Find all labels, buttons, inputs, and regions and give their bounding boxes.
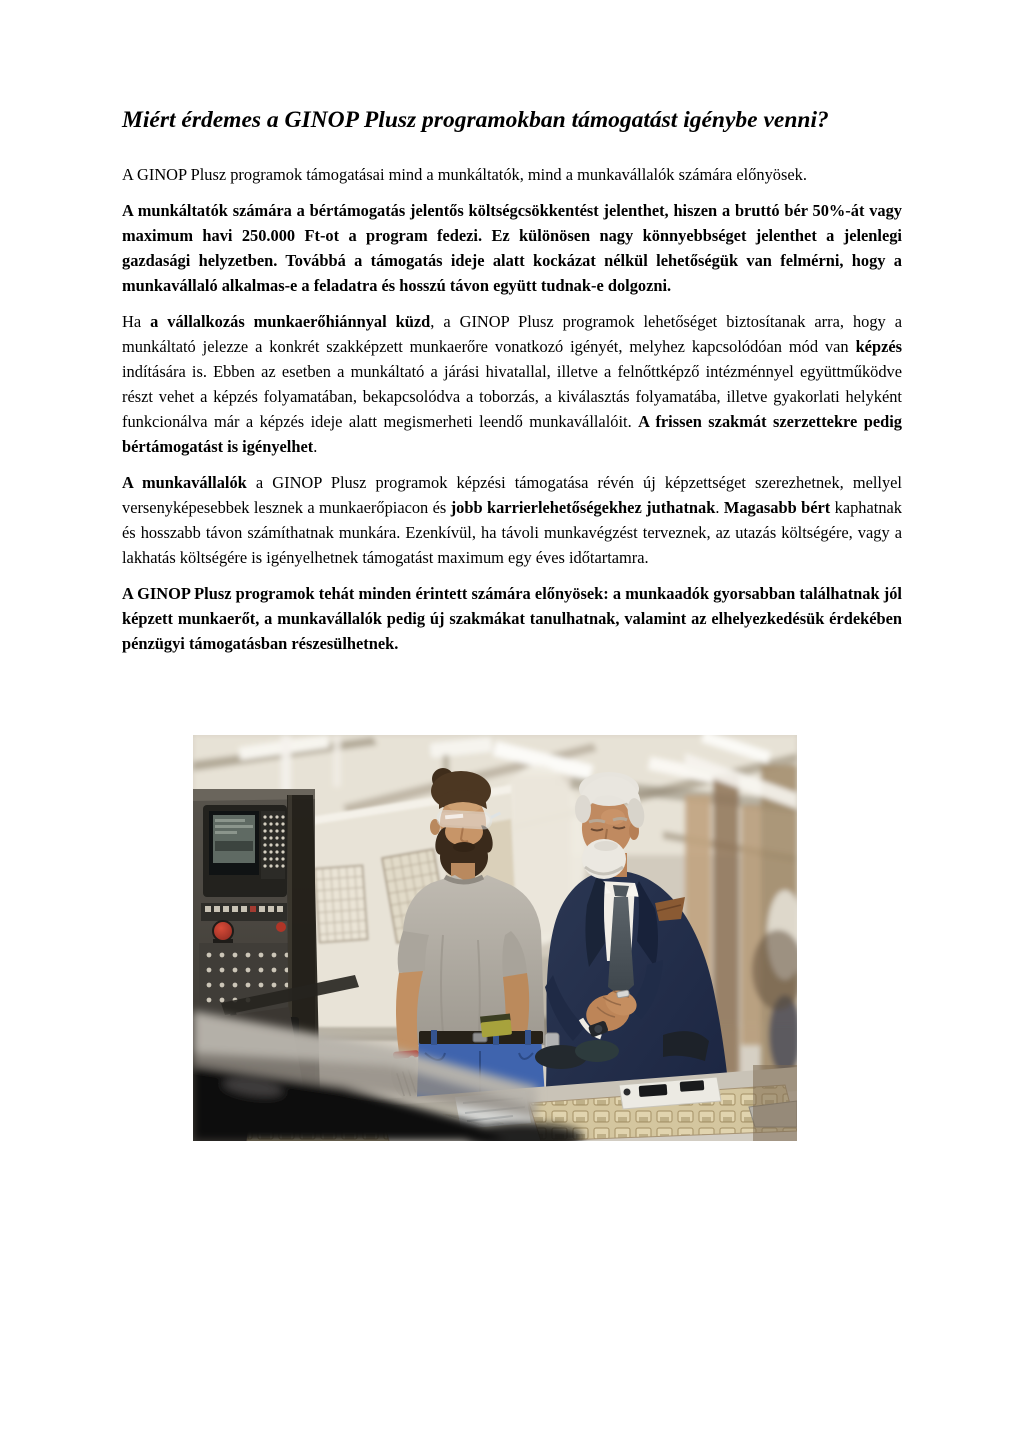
- paragraph: [122, 198, 902, 298]
- emergency-stop-button: [213, 921, 233, 945]
- bold-text-run: jobb karrierlehetőségekhez juthatnak: [450, 498, 716, 517]
- text-run: a GINOP Plusz programok képzési támogatása révén új képzettséget szerezhetnek, mellyel versenyképesebbek lesznek a munkaerőpiacon és: [122, 473, 902, 517]
- body-paragraphs: [122, 162, 902, 656]
- page-title: Miért érdemes a GINOP Plusz programokban támogatást igénybe venni?: [122, 107, 829, 133]
- paragraph: [122, 581, 902, 656]
- yellow-part: [480, 1013, 512, 1037]
- text-run: .: [313, 437, 318, 456]
- document-content: [122, 101, 902, 667]
- paragraph: [122, 162, 902, 187]
- bold-text-run: Magasabb bért: [723, 498, 831, 517]
- bold-text-run: a vállalkozás munkaerőhiánnyal küzd: [150, 312, 431, 331]
- text-run: Ha: [122, 312, 151, 331]
- paragraph: [122, 309, 902, 459]
- bold-text-run: A GINOP Plusz programok tehát minden érintett számára előnyösek: a munkaadók gyorsabban találhatnak jól képzett munkaerőt, a munkavállalók pedig új szakmákat tanulhatnak, valamint az elhelyezkedésük érdekében pénzügyi támogatásban részesülhetnek.: [122, 584, 902, 653]
- bold-text-run: A munkavállalók: [122, 473, 247, 492]
- bold-text-run: A frissen szakmát szerzettekre pedig bértámogatást is igényelhet: [122, 412, 902, 456]
- bold-text-run: A munkáltatók számára a bértámogatás jelentős költségcsökkentést jelenthet, hiszen a bruttó bér 50%-át vagy maximum havi 250.000 Ft-ot a program fedezi. Ez különösen nagy könnyebbséget jelenthet a jelenlegi gazdasági helyzetben. Továbbá a támogatás ideje alatt kockázat nélkül lehetőségük van felmérni, hogy a munkavállaló alkalmas-e a feladatra és hosszú távon együtt tudnak-e dolgozni.: [122, 201, 902, 295]
- factory-photo: [193, 735, 797, 1141]
- text-run: , a GINOP Plusz programok lehetőséget biztosítanak arra, hogy a munkáltató jelezze a konkrét szakképzett munkaerőre vonatkozó igényét, melyhez kapcsolódóan mód van: [122, 312, 902, 356]
- text-run: indítására is. Ebben az esetben a munkáltató a járási hivatallal, illetve a felnőttképző intézménnyel együttműködve részt vehet a képzés folyamatában, bekapcsolódva a toborzás, a kiválasztás folyamatába, illetve gyakorlati helyként funkcionálva már a képzés ideje alatt megismerheti leendő munkavállalóit.: [122, 362, 902, 431]
- text-run: .: [715, 498, 724, 517]
- paragraph: [122, 470, 902, 570]
- bold-text-run: képzés: [855, 337, 902, 356]
- text-run: kaphatnak és hosszabb távon számíthatnak munkára. Ezenkívül, ha távoli munkavégzést terveznek, az utazás költségére, vagy a lakhatás költségére is igényelhetnek támogatást maximum egy éves időtartamra.: [122, 498, 902, 567]
- text-run: A GINOP Plusz programok támogatásai mind a munkáltatók, mind a munkavállalók számára előnyösek.: [122, 165, 807, 184]
